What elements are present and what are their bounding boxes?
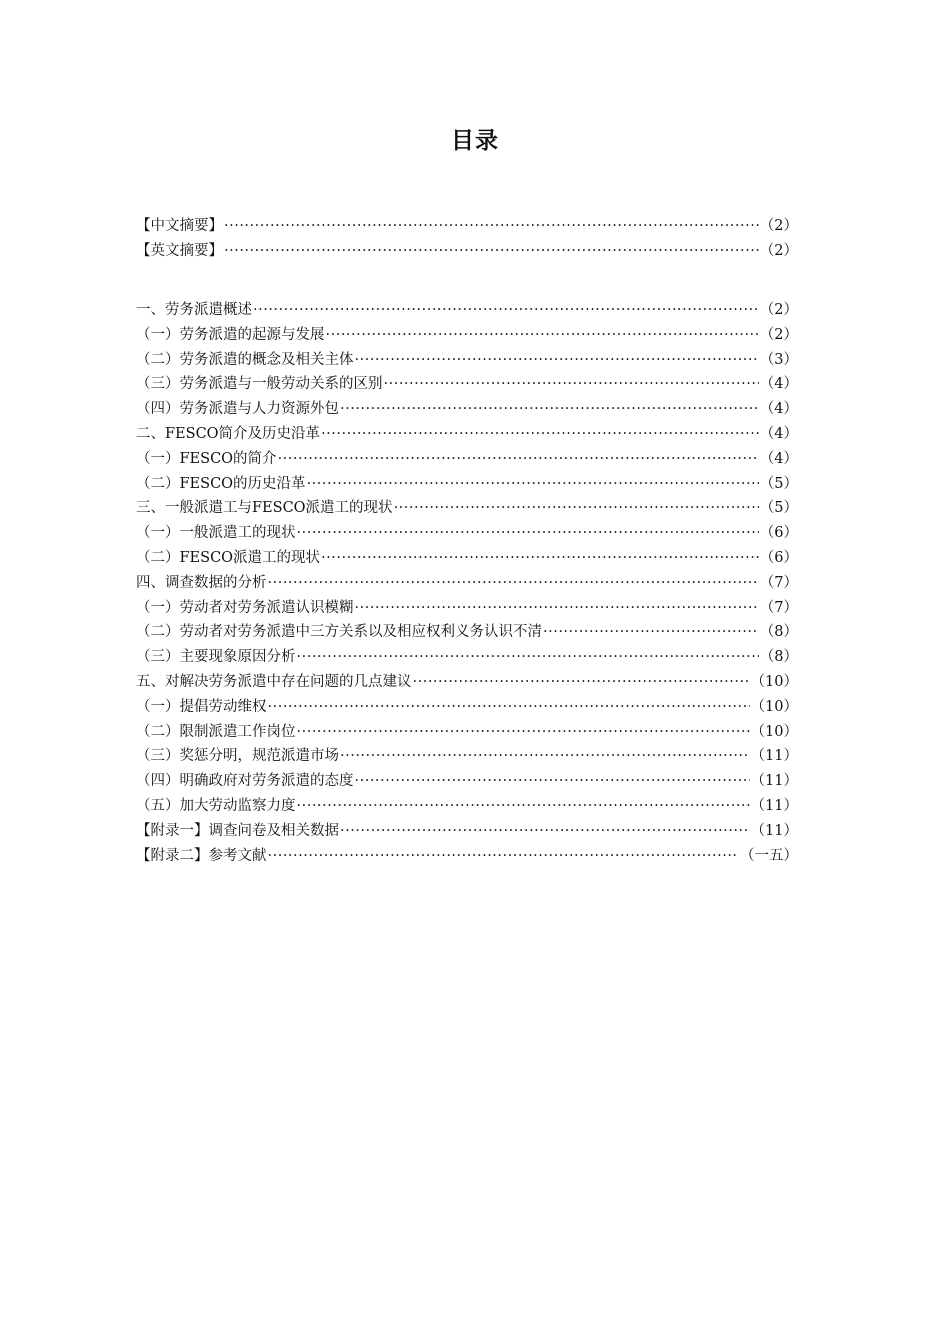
toc-dot-leader xyxy=(253,298,759,323)
toc-dot-leader xyxy=(297,720,750,745)
toc-dot-leader xyxy=(297,645,759,670)
toc-entry-page-number: （7） xyxy=(759,599,798,616)
toc-entry-page-number: （4） xyxy=(759,425,798,442)
toc-entry-label: （三）主要现象原因分析 xyxy=(136,649,296,666)
toc-entry-page-number: （6） xyxy=(759,525,798,542)
toc-entry-label: 【英文摘要】 xyxy=(136,242,223,259)
toc-dot-leader xyxy=(340,744,750,769)
toc-entry[interactable] xyxy=(136,323,798,348)
toc-entry[interactable] xyxy=(136,645,798,670)
toc-entry-page-number: （2） xyxy=(759,242,798,259)
toc-entry-label: （一）提倡劳动维权 xyxy=(136,698,267,715)
toc-entry[interactable] xyxy=(136,571,798,596)
toc-entry-page-number: （10） xyxy=(750,673,798,690)
toc-dot-leader xyxy=(413,670,750,695)
toc-entry-label: 四、调查数据的分析 xyxy=(136,574,267,591)
toc-entry[interactable] xyxy=(136,372,798,397)
toc-entry[interactable] xyxy=(136,397,798,422)
toc-dot-leader xyxy=(297,794,750,819)
toc-entry-label: 【附录二】参考文献 xyxy=(136,847,267,864)
toc-entry-label: 【中文摘要】 xyxy=(136,218,223,234)
toc-entry-label: （二）FESCO派遣工的现状 xyxy=(136,549,321,566)
toc-entry-page-number: （4） xyxy=(759,450,798,467)
toc-entry[interactable] xyxy=(136,496,798,521)
toc-entry-label: 二、FESCO简介及历史沿革 xyxy=(136,425,321,442)
toc-entry-page-number: （11） xyxy=(750,773,798,790)
toc-entry-page-number: （一五） xyxy=(740,847,798,864)
toc-entry-label: 三、一般派遣工与FESCO派遣工的现状 xyxy=(136,500,393,517)
toc-entry[interactable] xyxy=(136,521,798,546)
toc-entry-label: （一）FESCO的简介 xyxy=(136,450,277,467)
toc-entry[interactable] xyxy=(136,596,798,621)
toc-entry-label: 一、劳务派遣概述 xyxy=(136,302,252,318)
toc-entry-page-number: （10） xyxy=(750,698,798,715)
toc-dot-leader xyxy=(340,819,750,844)
toc-entry-page-number: （8） xyxy=(759,649,798,666)
toc-entry[interactable] xyxy=(136,819,798,844)
toc-entry-label: （一）劳务派遣的起源与发展 xyxy=(136,326,325,343)
toc-dot-leader xyxy=(297,521,759,546)
toc-entry-page-number: （7） xyxy=(759,574,798,591)
toc-entry-label: （一）劳动者对劳务派遣认识模糊 xyxy=(136,599,354,616)
toc-entry[interactable] xyxy=(136,720,798,745)
toc-entry-page-number: （11） xyxy=(750,797,798,814)
toc-entry-label: 五、对解决劳务派遣中存在问题的几点建议 xyxy=(136,673,412,690)
toc-entry-label: （二）FESCO的历史沿革 xyxy=(136,475,306,492)
toc-dot-leader xyxy=(340,397,759,422)
toc-dot-leader xyxy=(224,214,759,239)
toc-entry[interactable] xyxy=(136,348,798,373)
toc-dot-leader xyxy=(307,472,759,497)
toc-dot-leader xyxy=(321,422,759,447)
toc-entry-label: （二）劳动者对劳务派遣中三方关系以及相应权利义务认识不清 xyxy=(136,624,542,641)
toc-entry-label: （二）限制派遣工作岗位 xyxy=(136,723,296,740)
toc-entry-page-number: （2） xyxy=(759,302,798,318)
toc-entry-label: （三）劳务派遣与一般劳动关系的区别 xyxy=(136,376,383,393)
toc-entry-page-number: （2） xyxy=(759,326,798,343)
toc-entry-label: （一）一般派遣工的现状 xyxy=(136,525,296,542)
toc-dot-leader xyxy=(278,447,759,472)
toc-entry[interactable] xyxy=(136,239,798,264)
toc-entry[interactable] xyxy=(136,670,798,695)
toc-entry[interactable] xyxy=(136,214,798,239)
toc-entry-page-number: （5） xyxy=(759,475,798,492)
toc-entry-page-number: （5） xyxy=(759,500,798,517)
toc-entry-page-number: （4） xyxy=(759,376,798,393)
toc-dot-leader xyxy=(268,571,759,596)
toc-entry-label: （三）奖惩分明，规范派遣市场 xyxy=(136,748,339,765)
toc-entry-label: （四）明确政府对劳务派遣的态度 xyxy=(136,773,354,790)
toc-entry-page-number: （11） xyxy=(750,748,798,765)
toc-entry-page-number: （8） xyxy=(759,624,798,641)
toc-abstract-list xyxy=(136,214,798,264)
toc-entry-page-number: （6） xyxy=(759,549,798,566)
toc-dot-leader xyxy=(355,769,750,794)
toc-dot-leader xyxy=(268,844,740,869)
toc-entry-label: （五）加大劳动监察力度 xyxy=(136,797,296,814)
toc-entry[interactable] xyxy=(136,298,798,323)
toc-entry-page-number: （4） xyxy=(759,401,798,418)
toc-dot-leader xyxy=(268,695,750,720)
toc-chapter-list xyxy=(136,298,798,868)
toc-dot-leader xyxy=(384,372,759,397)
toc-entry[interactable] xyxy=(136,447,798,472)
toc-dot-leader xyxy=(224,239,759,264)
toc-entry[interactable] xyxy=(136,422,798,447)
toc-entry-page-number: （3） xyxy=(759,351,798,368)
page-title: 目录 xyxy=(451,128,499,154)
toc-entry-page-number: （11） xyxy=(750,822,798,839)
toc-dot-leader xyxy=(321,546,759,571)
toc-dot-leader xyxy=(355,348,759,373)
toc-entry[interactable] xyxy=(136,472,798,497)
toc-entry[interactable] xyxy=(136,620,798,645)
toc-entry[interactable] xyxy=(136,769,798,794)
toc-entry-page-number: （2） xyxy=(759,218,798,234)
toc-dot-leader xyxy=(326,323,759,348)
toc-entry[interactable] xyxy=(136,794,798,819)
toc-entry[interactable] xyxy=(136,844,798,869)
toc-entry[interactable] xyxy=(136,744,798,769)
toc-entry[interactable] xyxy=(136,695,798,720)
toc-dot-leader xyxy=(543,620,759,645)
toc-entry-label: （二）劳务派遣的概念及相关主体 xyxy=(136,351,354,368)
toc-dot-leader xyxy=(355,596,759,621)
toc-entry-label: （四）劳务派遣与人力资源外包 xyxy=(136,401,339,418)
toc-dot-leader xyxy=(394,496,759,521)
toc-entry-label: 【附录一】调查问卷及相关数据 xyxy=(136,822,339,839)
toc-entry[interactable] xyxy=(136,546,798,571)
toc-entry-page-number: （10） xyxy=(750,723,798,740)
